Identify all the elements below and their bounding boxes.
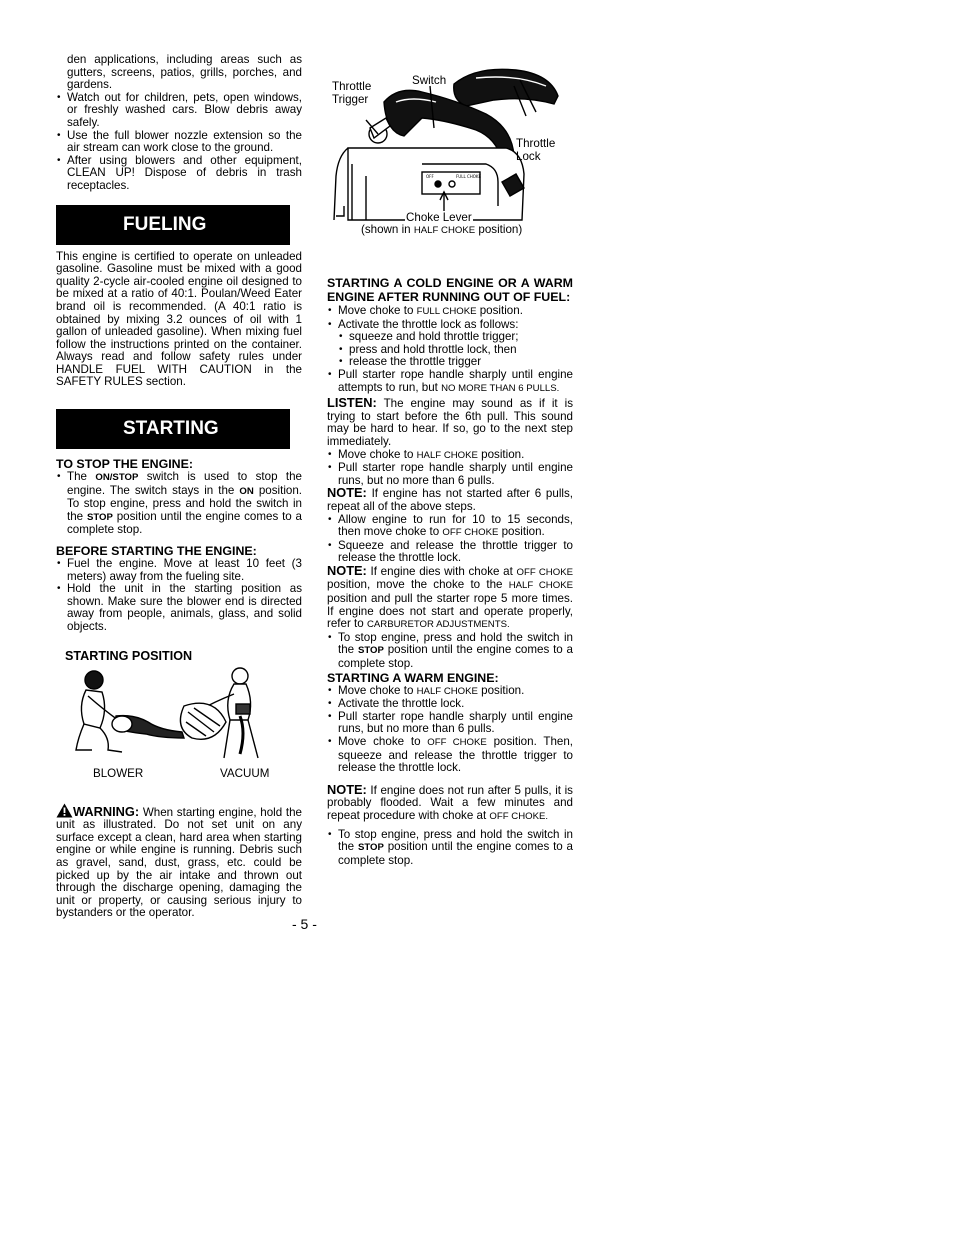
blower-label: BLOWER <box>93 766 144 780</box>
throttle-lock-steps <box>327 331 573 369</box>
warning-paragraph: WARNING: When starting engine, hold the unit as illustrated. Do not set unit on any surface except a clean, hard area when starting engine or while engine is running. Debris such as gravel, sand, dust, grass, etc. could be picked up by the air intake and thrown out through the discharge opening, damaging the unit or property, or causing serious injury to bystanders or the operator. <box>56 803 302 920</box>
cold-engine-heading: STARTING A COLD ENGINE OR A WARM ENGINE AFTER RUNNING OUT OF FUEL: <box>327 276 573 304</box>
throttle-lock-label: Throttle Lock <box>516 137 556 163</box>
warm-engine-list <box>327 685 573 775</box>
warning-label: WARNING: <box>73 803 140 819</box>
list-item: • To stop engine, press and hold the switch in the STOP position until the engine comes to a complete stop. <box>327 632 573 671</box>
list-item: • Pull starter rope handle sharply until engine runs, but no more than 6 pulls. <box>327 462 573 487</box>
cold-engine-list <box>327 305 573 331</box>
stop-engine-list <box>56 471 302 537</box>
list-item: • The ON/STOP switch is used to stop the engine. The switch stays in the ON position. To stop engine, press and hold the switch in the STOP position until the engine comes to a complete stop. <box>56 471 302 537</box>
note-paragraph: NOTE: If engine dies with choke at OFF CHOKE position, move the choke to the HALF CHOKE position and pull the starter rope 5 more times. If engine does not start and operate properly, refer to CARBURETOR ADJUSTMENTS. <box>327 562 574 631</box>
list-item: • To stop engine, press and hold the switch in the STOP position until the engine comes to a complete stop. <box>327 829 573 868</box>
page-number: - 5 - <box>292 916 317 932</box>
list-item: • Move choke to FULL CHOKE position. <box>327 305 573 319</box>
note-paragraph: NOTE: If engine does not run after 5 pulls, it is probably flooded. Wait a few minutes and repeat procedure with choke at OFF CHOKE. <box>327 781 573 822</box>
vacuum-label: VACUUM <box>220 766 270 780</box>
starting-heading: STARTING <box>56 409 290 449</box>
cold-engine-list-2 <box>327 369 573 395</box>
list-item: • After using blowers and other equipment, CLEAN UP! Dispose of debris in trash receptacles. <box>56 155 302 193</box>
list-item: • Allow engine to run for 10 to 15 seconds, then move choke to OFF CHOKE position. <box>327 514 573 540</box>
choke-lever-label: Choke Lever <box>406 211 472 224</box>
list-item: • Watch out for children, pets, open windows, or freshly washed cars. Blow debris away safely. <box>56 92 302 130</box>
intro-bullets <box>56 92 302 193</box>
list-item: • Use the full blower nozzle extension so the air stream can work close to the ground. <box>56 130 302 155</box>
list-item: • release the throttle trigger <box>327 356 573 369</box>
warm-engine-list-2 <box>327 829 573 868</box>
choke-caption: (shown in HALF CHOKE position) <box>361 223 523 236</box>
list-item: • Move choke to HALF CHOKE position. <box>327 449 573 463</box>
list-item: • Pull starter rope handle sharply until engine attempts to run, but NO MORE THAN 6 PULLS. <box>327 369 573 395</box>
list-item: • Activate the throttle lock. <box>327 698 573 711</box>
starting-position-label: STARTING POSITION <box>65 648 193 663</box>
svg-text:FULL CHOKE: FULL CHOKE <box>456 174 482 179</box>
controls-figure <box>326 56 562 240</box>
left-column <box>56 54 302 920</box>
warning-triangle-icon <box>56 803 73 818</box>
before-starting-list <box>56 558 302 634</box>
note-paragraph: NOTE: If engine has not started after 6 pulls, repeat all of the above steps. <box>327 485 573 513</box>
svg-text:OFF: OFF <box>426 174 434 179</box>
right-column <box>327 276 573 867</box>
starting-position-figure <box>56 642 302 790</box>
fueling-text: This engine is certified to operate on unleaded gasoline. Gasoline must be mixed with a good quality 2-cycle air-cooled engine oil designed to be mixed at a ratio of 40:1. Poulan/Weed Eater brand oil is recommended. (A 40:1 ratio is obtained by mixing 3.2 ounces of oil with 1 gallon of unleaded gasoline). When mixing fuel follow the instructions printed on the container. Always read and follow safety rules under HANDLE FUEL WITH CAUTION in the SAFETY RULES section. <box>56 249 302 389</box>
list-item: • Fuel the engine. Move at least 10 feet (3 meters) away from the fueling site. <box>56 558 302 583</box>
intro-continuation: den applications, including areas such as gutters, screens, patios, grills, porches, and gardens. <box>67 53 302 92</box>
list-item: • Hold the unit in the starting position as shown. Make sure the blower end is directed away from people, animals, glass, and solid objects. <box>56 583 302 633</box>
cold-engine-list-3 <box>327 449 573 488</box>
cold-engine-list-4 <box>327 514 573 565</box>
cold-engine-list-5 <box>327 632 573 671</box>
switch-label: Switch <box>412 74 447 87</box>
list-item: • press and hold throttle lock, then <box>327 344 573 357</box>
list-item: • Move choke to OFF CHOKE position. Then, squeeze and release the throttle trigger to release the throttle lock. <box>327 736 573 775</box>
throttle-trigger-label: Throttle Trigger <box>332 80 372 106</box>
listen-paragraph: LISTEN: The engine may sound as if it is trying to start before the 6th pull. This sound may be hard to hear. If so, go to the next step immediately. <box>327 395 574 448</box>
list-item: • Activate the throttle lock as follows: <box>327 319 573 332</box>
stop-engine-heading: TO STOP THE ENGINE: <box>56 457 194 472</box>
list-item: • Squeeze and release the throttle trigger to release the throttle lock. <box>327 540 573 565</box>
starting-position-illustration <box>64 666 294 762</box>
list-item: • squeeze and hold throttle trigger; <box>327 331 573 344</box>
list-item: • Pull starter rope handle sharply until engine runs, but no more than 6 pulls. <box>327 711 573 736</box>
before-starting-heading: BEFORE STARTING THE ENGINE: <box>56 544 257 559</box>
list-item: • Move choke to HALF CHOKE position. <box>327 685 573 699</box>
fueling-heading: FUELING <box>56 205 290 245</box>
warm-engine-heading: STARTING A WARM ENGINE: <box>327 670 499 685</box>
